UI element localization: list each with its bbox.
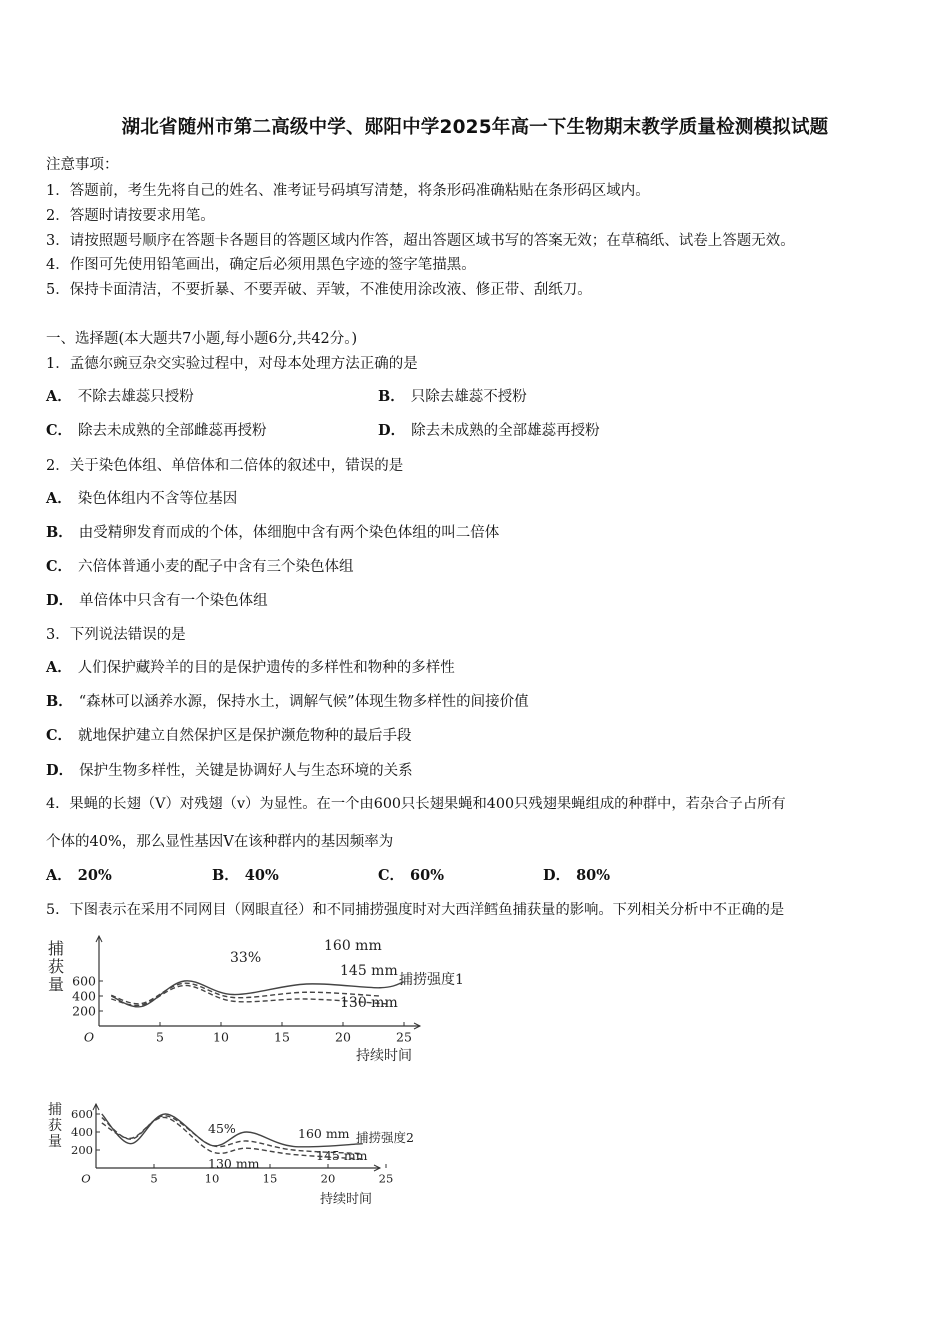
- option: [543, 864, 610, 885]
- question-stem: 2．关于染色体组、单倍体和二倍体的叙述中，错误的是: [46, 458, 404, 474]
- origin-label: O: [81, 1171, 91, 1186]
- option-text: “森林可以涵养水源，保持水土，调解气候”体现生物多样性的间接价值: [78, 694, 529, 710]
- notice-item: 1．答题前，考生先将自己的姓名、准考证号码填写清楚，将条形码准确粘贴在条形码区域内。: [46, 183, 650, 199]
- x-tick-label: 5: [156, 1029, 164, 1045]
- option: [378, 419, 600, 440]
- annotation-label: 45%: [208, 1121, 236, 1136]
- chart-title: 捕捞强度2: [356, 1130, 414, 1145]
- series-label: 145 mm: [316, 1148, 368, 1163]
- section-heading: 一、选择题(本大题共7小题,每小题6分,共42分。): [46, 331, 358, 347]
- catch-chart-intensity-2: [44, 1100, 444, 1212]
- question-stem: 个体的40%，那么显性基因V在该种群内的基因频率为: [46, 834, 394, 850]
- option-label: A．: [46, 490, 72, 507]
- y-tick-label: 400: [72, 988, 96, 1004]
- option: [46, 487, 237, 508]
- series-label: 160 mm: [324, 938, 382, 954]
- x-tick-label: 10: [204, 1171, 220, 1186]
- x-axis-label: 持续时间: [356, 1048, 412, 1064]
- x-tick-label: 15: [274, 1029, 290, 1045]
- catch-chart-intensity-1: [44, 930, 494, 1070]
- option-text: 由受精卵发育而成的个体，体细胞中含有两个染色体组的叫二倍体: [78, 525, 500, 541]
- option-label: A．: [46, 659, 72, 676]
- option: [46, 759, 413, 780]
- annotation-label: 33%: [230, 950, 262, 966]
- y-tick-label: 600: [72, 973, 96, 989]
- x-tick-label: 25: [396, 1029, 412, 1045]
- notice-item: 3．请按照题号顺序在答题卡各题目的答题区域内作答，超出答题区域书写的答案无效；在草稿纸、试卷上答题无效。: [46, 233, 795, 249]
- question-stem: 5．下图表示在采用不同网目（网眼直径）和不同捕捞强度时对大西洋鳕鱼捕获量的影响。下列相关分析中不正确的是: [46, 902, 785, 918]
- option: [378, 385, 527, 406]
- x-tick-label: 25: [378, 1171, 394, 1186]
- option-text: 单倍体中只含有一个染色体组: [79, 593, 268, 609]
- notice-item: 2．答题时请按要求用笔。: [46, 208, 215, 224]
- option-text: 除去未成熟的全部雌蕊再授粉: [78, 423, 267, 439]
- notice-heading: 注意事项：: [46, 157, 119, 173]
- series-label: 130 mm: [340, 995, 398, 1011]
- option-text: 60%: [410, 867, 445, 884]
- option-label: C．: [46, 558, 73, 575]
- option-label: B．: [212, 867, 239, 884]
- option-text: 染色体组内不含等位基因: [77, 491, 238, 507]
- option-text: 就地保护建立自然保护区是保护濒危物种的最后手段: [78, 728, 412, 744]
- option-text: 只除去雄蕊不授粉: [410, 389, 527, 405]
- y-tick-label: 200: [71, 1143, 93, 1158]
- option-label: B．: [46, 524, 73, 541]
- y-tick-label: 400: [71, 1125, 93, 1140]
- option-text: 除去未成熟的全部雄蕊再授粉: [411, 423, 600, 439]
- option-label: B．: [46, 693, 73, 710]
- option-label: D．: [543, 867, 571, 884]
- option-text: 80%: [576, 867, 611, 884]
- option: [46, 419, 267, 440]
- x-tick-label: 5: [150, 1171, 158, 1186]
- option: [378, 864, 444, 885]
- option-label: C．: [46, 422, 73, 439]
- origin-label: O: [83, 1029, 95, 1045]
- y-axis-label: 捕: [48, 939, 65, 958]
- x-tick-label: 20: [320, 1171, 336, 1186]
- option-text: 六倍体普通小麦的配子中含有三个染色体组: [78, 559, 354, 575]
- series-label: 145 mm: [340, 963, 398, 979]
- y-axis-label: 获: [48, 957, 65, 976]
- y-tick-label: 200: [72, 1003, 96, 1019]
- y-axis-label: 量: [48, 1134, 62, 1150]
- option: [46, 724, 412, 745]
- option-label: D．: [378, 422, 406, 439]
- x-tick-label: 20: [335, 1029, 351, 1045]
- option: [46, 864, 112, 885]
- option-label: D．: [46, 592, 74, 609]
- option: [46, 656, 455, 677]
- y-axis-label: 获: [48, 1118, 62, 1134]
- series-label: 130 mm: [208, 1156, 260, 1171]
- option: [46, 555, 354, 576]
- option-text: 保护生物多样性，关键是协调好人与生态环境的关系: [79, 763, 413, 779]
- question-stem: 4．果蝇的长翅（V）对残翅（v）为显性。在一个由600只长翅果蝇和400只残翅果蝇组成的种群中，若杂合子占所有: [46, 796, 786, 812]
- option-label: C．: [46, 727, 73, 744]
- question-stem: 3．下列说法错误的是: [46, 627, 186, 643]
- option-label: A．: [46, 388, 72, 405]
- option-text: 人们保护藏羚羊的目的是保护遗传的多样性和物种的多样性: [77, 660, 455, 676]
- page-title: 湖北省随州市第二高级中学、郧阳中学2025年高一下生物期末教学质量检测模拟试题: [121, 117, 829, 138]
- option: [46, 589, 268, 610]
- x-tick-label: 10: [213, 1029, 229, 1045]
- y-axis-label: 捕: [48, 1102, 62, 1118]
- option-text: 40%: [244, 867, 279, 884]
- x-axis-label: 持续时间: [319, 1192, 373, 1207]
- option: [46, 690, 529, 711]
- option: [212, 864, 279, 885]
- chart-title: 捕捞强度1: [399, 972, 464, 988]
- option-label: A．: [46, 867, 72, 884]
- option: [46, 521, 499, 542]
- y-axis-label: 量: [48, 975, 65, 994]
- x-tick-label: 15: [262, 1171, 278, 1186]
- option-text: 不除去雄蕊只授粉: [77, 389, 194, 405]
- question-stem: 1．孟德尔豌豆杂交实验过程中，对母本处理方法正确的是: [46, 356, 418, 372]
- option-label: C．: [378, 867, 405, 884]
- y-tick-label: 600: [71, 1107, 93, 1122]
- notice-item: 5．保持卡面清洁，不要折暴、不要弄破、弄皱，不准使用涂改液、修正带、刮纸刀。: [46, 282, 592, 298]
- notice-item: 4．作图可先使用铅笔画出，确定后必须用黑色字迹的签字笔描黑。: [46, 257, 476, 273]
- option-label: B．: [378, 388, 405, 405]
- option: [46, 385, 194, 406]
- option-label: D．: [46, 762, 74, 779]
- option-text: 20%: [77, 867, 112, 884]
- series-label: 160 mm: [298, 1126, 350, 1141]
